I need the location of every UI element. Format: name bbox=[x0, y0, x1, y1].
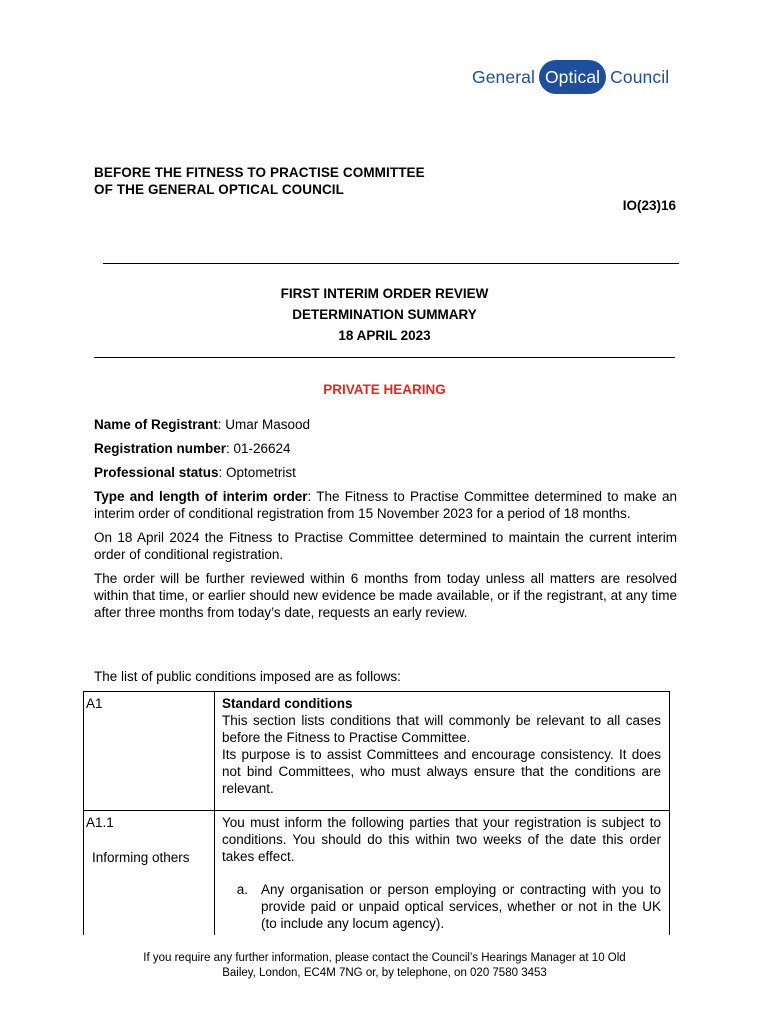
footer-line-2: Bailey, London, EC4M 7NG or, by telephone, on 020 7580 3453 bbox=[222, 967, 547, 979]
conditions-intro: The list of public conditions imposed are as follows: bbox=[94, 669, 401, 684]
registration-number-label: Registration number bbox=[94, 441, 227, 456]
header-line-2: OF THE GENERAL OPTICAL COUNCIL bbox=[94, 182, 345, 197]
condition-label-informing-others: Informing others bbox=[92, 850, 190, 865]
document-titles bbox=[94, 283, 675, 346]
logo-word-council: Council bbox=[610, 66, 670, 87]
registration-number-value: : 01-26624 bbox=[226, 441, 291, 456]
condition-content bbox=[215, 692, 670, 811]
header-line-1: BEFORE THE FITNESS TO PRACTISE COMMITTEE bbox=[94, 165, 425, 180]
registration-number bbox=[94, 440, 677, 457]
case-reference: IO(23)16 bbox=[622, 198, 676, 213]
table-row bbox=[84, 811, 670, 936]
title-date: 18 APRIL 2023 bbox=[338, 328, 431, 343]
standard-conditions-heading: Standard conditions bbox=[222, 696, 353, 711]
condition-number: A1 bbox=[84, 692, 215, 811]
committee-header bbox=[94, 164, 425, 198]
informing-others-text: You must inform the following parties that your registration is subject to conditions. You should do this within two weeks of the date this order takes effect. bbox=[222, 815, 661, 864]
professional-status bbox=[94, 464, 677, 481]
registrant-name bbox=[94, 416, 677, 433]
page-footer bbox=[94, 951, 675, 981]
logo-word-optical: Optical bbox=[539, 60, 606, 94]
professional-status-value: : Optometrist bbox=[218, 465, 296, 480]
professional-status-label: Professional status bbox=[94, 465, 219, 480]
interim-order-label: Type and length of interim order bbox=[94, 489, 308, 504]
goc-logo bbox=[472, 60, 669, 94]
divider-bottom bbox=[94, 357, 675, 358]
list-item-letter: a. bbox=[236, 882, 248, 897]
interim-order-type bbox=[94, 488, 677, 522]
list-item-text: Any organisation or person employing or contracting with you to provide paid or unpaid optical services, whether or not in the UK (to include any locum agency). bbox=[261, 882, 661, 931]
divider-top bbox=[103, 263, 679, 264]
title-line-1: FIRST INTERIM ORDER REVIEW bbox=[280, 286, 489, 301]
registrant-name-label: Name of Registrant bbox=[94, 417, 218, 432]
interim-order-value: : The Fitness to Practise Committee determined to make an interim order of conditional registration from 15 November 2023 for a period of 18 months. bbox=[94, 489, 677, 521]
footer-line-1: If you require any further information, please contact the Council’s Hearings Manager at 10 Old bbox=[143, 952, 626, 964]
registrant-details bbox=[94, 416, 677, 628]
conditions-table bbox=[83, 691, 670, 935]
standard-conditions-text-2: Its purpose is to assist Committees and encourage consistency. It does not bind Committees, who must always ensure that the conditions are relevant. bbox=[222, 747, 661, 796]
standard-conditions-text-1: This section lists conditions that will commonly be relevant to all cases before the Fitness to Practise Committee. bbox=[222, 713, 661, 745]
logo-word-general: General bbox=[472, 66, 535, 87]
paragraph-maintain-order: On 18 April 2024 the Fitness to Practise Committee determined to maintain the current interim order of conditional registration. bbox=[94, 530, 677, 562]
condition-number bbox=[84, 811, 215, 936]
paragraph-review: The order will be further reviewed within 6 months from today unless all matters are resolved within that time, or earlier should new evidence be made available, or if the registrant, at any time after three months from today’s date, requests an early review. bbox=[94, 571, 677, 620]
table-row bbox=[84, 692, 670, 811]
condition-number-a11: A1.1 bbox=[86, 815, 114, 830]
registrant-name-value: : Umar Masood bbox=[217, 417, 311, 432]
condition-content bbox=[215, 811, 670, 936]
list-item bbox=[222, 881, 661, 932]
private-hearing-label: PRIVATE HEARING bbox=[323, 382, 446, 397]
title-line-2: DETERMINATION SUMMARY bbox=[292, 307, 477, 322]
